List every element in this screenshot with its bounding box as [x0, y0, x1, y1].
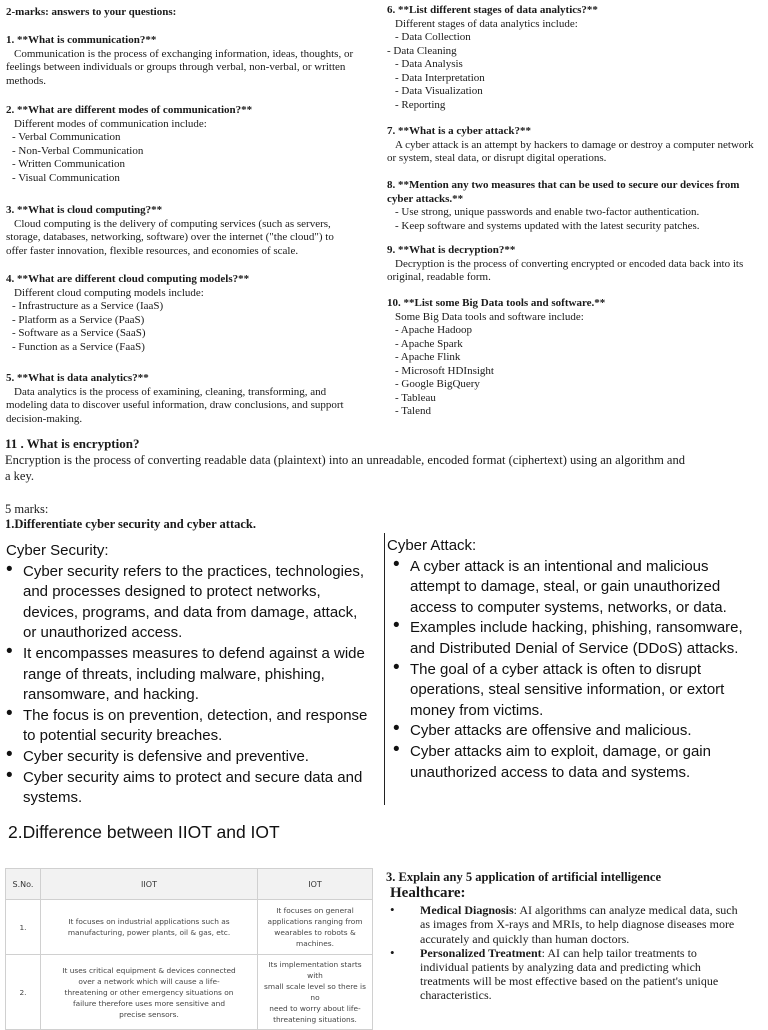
- iiot-iot-heading: 2.Difference between IIOT and IOT: [8, 822, 280, 842]
- column-divider: [384, 533, 385, 805]
- iiot-iot-table-wrapper: [5, 868, 373, 1030]
- question-title: 8. **Mention any two measures that can be used to secure our devices from: [387, 179, 740, 191]
- question-3: 3. **What is cloud computing?** Cloud computing is the delivery of computing services (such as servers, storage, databases, networking, software) over the internet ("the cloud") to offer faster innovation, flexible resources, and economies of scale.: [6, 204, 334, 257]
- list-item: • The focus is on prevention, detection, and response to potential security breaches.: [6, 706, 384, 747]
- table-row: [6, 900, 373, 955]
- question-title: 3. **What is cloud computing?**: [6, 204, 163, 216]
- list-item: • A cyber attack is an intentional and malicious attempt to damage, steal, or gain unauthorized access to computer systems, networks, or data.: [393, 557, 765, 619]
- cyber-security-title: Cyber Security:: [6, 542, 109, 559]
- cyber-attack-column: [387, 536, 765, 783]
- list-item: • Cyber security aims to protect and secure data and systems.: [6, 768, 384, 809]
- table-cell: 2.: [6, 955, 41, 1030]
- list-item: • Personalized Treatment: AI can help tailor treatments to individual patients by analyzing data and predicting which treatments will be most effective based on the patient's unique characteristics.: [386, 946, 766, 1003]
- question-title: 6. **List different stages of data analytics?**: [387, 4, 598, 16]
- question-11: 11 . What is encryption? Encryption is the process of converting readable data (plaintext) into an unreadable, encoded format (ciphertext) using an algorithm and a key.: [5, 436, 685, 483]
- table-header: IIOT: [41, 869, 258, 900]
- list-item: • Cyber security refers to the practices, technologies, and processes designed to protect networks, devices, programs, and data from damage, attack, or unauthorized access.: [6, 562, 384, 644]
- table-cell: It uses critical equipment & devices connected over a network which will cause a life- threatening or other emergency situations on failure therefore uses more sensitive and precise sensors.: [41, 955, 258, 1030]
- question-6: 6. **List different stages of data analytics?** Different stages of data analytics include: - Data Collection - Data Cleaning - Data Analysis - Data Interpretation - Data Visualization - Reporting: [387, 4, 598, 111]
- list-item: • Examples include hacking, phishing, ransomware, and Distributed Denial of Service (DDoS) attacks.: [393, 618, 765, 659]
- five-marks-section: [5, 502, 256, 532]
- table-row: [6, 955, 373, 1030]
- ai-heading: 3. Explain any 5 application of artificial intelligence: [386, 870, 661, 884]
- cyber-security-column: [6, 541, 384, 809]
- question-5: 5. **What is data analytics?** Data analytics is the process of examining, cleaning, transforming, and modeling data to discover useful information, draw conclusions, and support decision-making.: [6, 372, 344, 425]
- table-header-row: [6, 869, 373, 900]
- question-title: 2. **What are different modes of communication?**: [6, 104, 253, 116]
- list-item: • Medical Diagnosis: AI algorithms can analyze medical data, such as images from X-rays and MRIs, to help diagnose diseases more accurately and quickly than human doctors.: [386, 903, 766, 946]
- list-item: • Cyber attacks are offensive and malicious.: [393, 721, 765, 742]
- list-item: • The goal of a cyber attack is often to disrupt operations, steal sensitive information, or extort money from victims.: [393, 660, 765, 722]
- five-marks-heading: 5 marks:: [5, 502, 49, 516]
- question-title: 9. **What is decryption?**: [387, 244, 516, 256]
- table-header: IOT: [258, 869, 373, 900]
- table-cell: Its implementation starts with small scale level so there is no need to worry about life- threatening situations.: [258, 955, 373, 1030]
- table-cell: 1.: [6, 900, 41, 955]
- question-8: 8. **Mention any two measures that can be used to secure our devices from cyber attacks.** - Use strong, unique passwords and enable two-factor authentication. - Keep software and systems updated with the latest security patches.: [387, 179, 740, 232]
- table-header: S.No.: [6, 869, 41, 900]
- list-item: • Cyber security is defensive and preventive.: [6, 747, 384, 768]
- question-title: 5. **What is data analytics?**: [6, 372, 149, 384]
- question-title: 1. **What is communication?**: [6, 34, 157, 46]
- page-heading: 2-marks: answers to your questions:: [6, 6, 177, 18]
- question-title: 4. **What are different cloud computing models?**: [6, 273, 250, 285]
- list-item: • It encompasses measures to defend against a wide range of threats, including malware, phishing, ransomware, and hacking.: [6, 644, 384, 706]
- table-cell: It focuses on general applications ranging from wearables to robots & machines.: [258, 900, 373, 955]
- iiot-iot-table: [5, 868, 373, 1030]
- question-10: 10. **List some Big Data tools and software.** Some Big Data tools and software include: - Apache Hadoop - Apache Spark - Apache Flink - Microsoft HDInsight - Google BigQuery - Tableau - Talend: [387, 297, 606, 417]
- question-7: 7. **What is a cyber attack?** A cyber attack is an attempt by hackers to damage or destroy a computer network or system, steal data, or disrupt digital operations.: [387, 125, 754, 164]
- cyber-attack-title: Cyber Attack:: [387, 537, 477, 554]
- question-1: 1. **What is communication?** Communication is the process of exchanging information, ideas, thoughts, or feelings between individuals or groups through verbal, non-verbal, or written methods.: [6, 34, 354, 87]
- five-marks-q1: 1.Differentiate cyber security and cyber attack.: [5, 517, 256, 531]
- question-2: 2. **What are different modes of communication?** Different modes of communication include: - Verbal Communication - Non-Verbal Communication - Written Communication - Visual Communication: [6, 104, 253, 184]
- question-title: 11 . What is encryption?: [5, 436, 140, 451]
- table-cell: It focuses on industrial applications such as manufacturing, power plants, oil & gas, etc.: [41, 900, 258, 955]
- healthcare-heading: Healthcare:: [390, 885, 466, 902]
- question-9: 9. **What is decryption?** Decryption is the process of converting encrypted or encoded data back into its original, readable form.: [387, 244, 744, 283]
- list-item: • Cyber attacks aim to exploit, damage, or gain unauthorized access to data and systems.: [393, 742, 765, 783]
- question-title: 7. **What is a cyber attack?**: [387, 125, 532, 137]
- question-4: 4. **What are different cloud computing models?** Different cloud computing models include: - Infrastructure as a Service (IaaS) - Platform as a Service (PaaS) - Software as a Service (SaaS) - Function as a Service (FaaS): [6, 273, 250, 353]
- question-title: 10. **List some Big Data tools and software.**: [387, 297, 606, 309]
- ai-applications-section: [386, 870, 766, 1003]
